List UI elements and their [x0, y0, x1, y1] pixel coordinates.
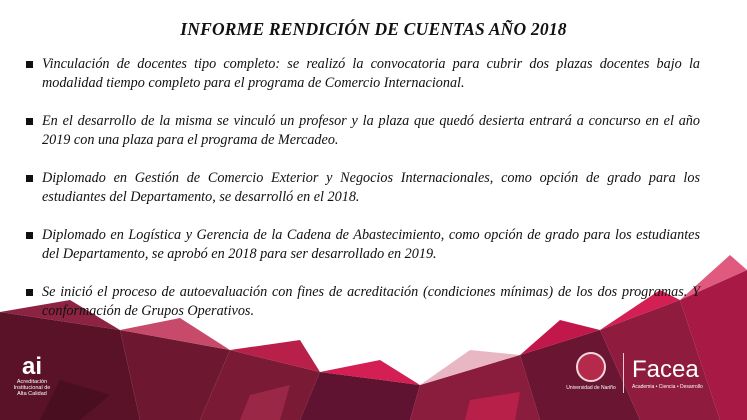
list-item-text: Se inició el proceso de autoevaluación con fines de acreditación (condiciones mínimas) de los dos programas. Y conformación de Grupos Operativos.	[42, 284, 700, 319]
list-item	[22, 112, 700, 150]
university-seal-icon	[576, 352, 606, 382]
list-item-text: Diplomado en Gestión de Comercio Exterior y Negocios Internacionales, como opción de grado para los estudiantes del Departamento, se desarrolló en el 2018.	[42, 170, 700, 205]
list-item	[22, 283, 700, 321]
university-logo	[566, 352, 616, 391]
list-item	[22, 55, 700, 93]
logo-divider	[623, 353, 624, 393]
square-bullet-icon	[26, 118, 33, 125]
square-bullet-icon	[26, 175, 33, 182]
accreditation-caption: Acreditación Institucional de Alta Calidad	[13, 379, 51, 397]
list-item-text: Vinculación de docentes tipo completo: se realizó la convocatoria para cubrir dos plazas docentes bajo la modalidad tiempo completo para el programa de Comercio Internacional.	[42, 56, 700, 91]
bullet-list	[22, 55, 700, 321]
accreditation-mark: ai	[21, 353, 42, 380]
list-item-text: En el desarrollo de la misma se vinculó un profesor y la plaza que quedó desierta entrará a concurso en el año 2019 con una plaza para el programa de Mercadeo.	[42, 113, 700, 148]
list-item	[22, 169, 700, 207]
list-item	[22, 226, 700, 264]
square-bullet-icon	[26, 61, 33, 68]
accreditation-logo	[10, 355, 54, 397]
facea-logo	[632, 356, 703, 390]
facea-wordmark: Facea	[632, 356, 699, 383]
facea-tagline: Academia • Ciencia • Desarrollo	[632, 384, 703, 390]
square-bullet-icon	[26, 289, 33, 296]
slide-title: INFORME RENDICIÓN DE CUENTAS AÑO 2018	[180, 19, 567, 39]
square-bullet-icon	[26, 232, 33, 239]
university-name: Universidad de Nariño	[566, 385, 616, 391]
list-item-text: Diplomado en Logística y Gerencia de la Cadena de Abastecimiento, como opción de grado para los estudiantes del Departamento, se aprobó en 2018 para ser desarrollado en 2019.	[42, 227, 700, 262]
